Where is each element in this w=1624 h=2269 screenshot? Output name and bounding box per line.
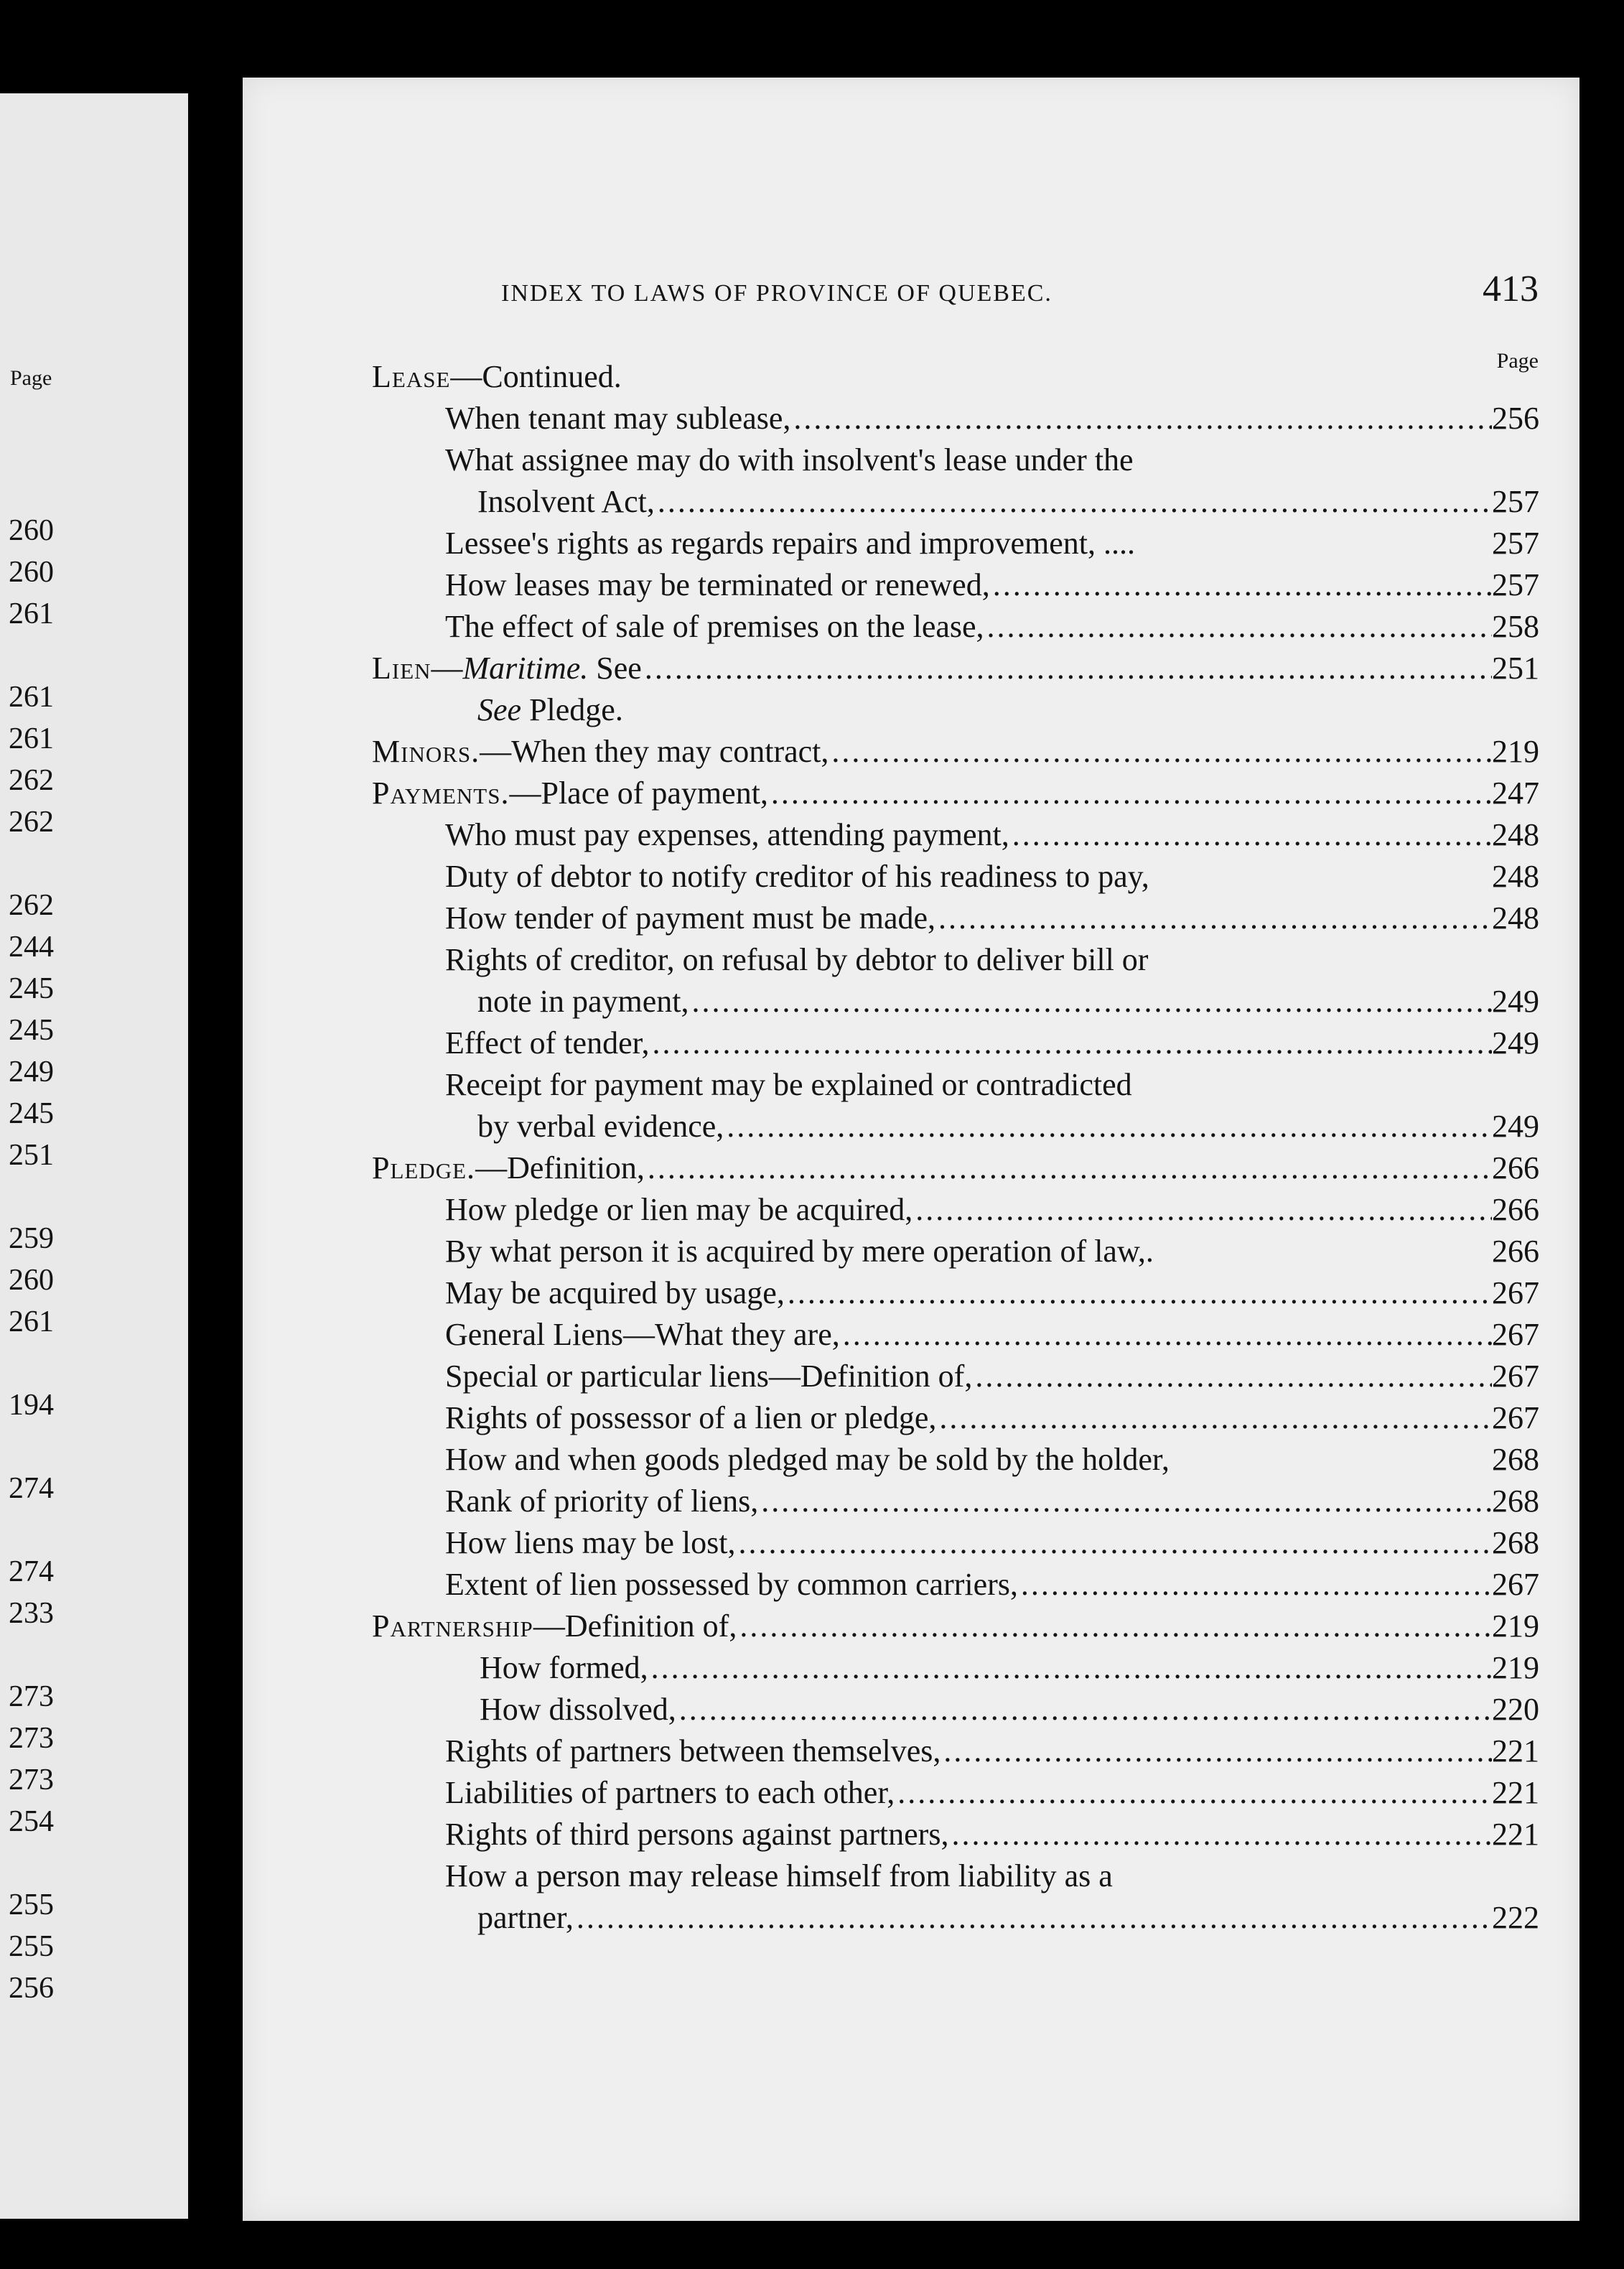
- entry-text: Liabilities of partners to each other,: [445, 1775, 895, 1810]
- index-entry: [372, 1689, 1539, 1730]
- dot-leader: [935, 898, 1492, 939]
- entry-page: 258: [1492, 609, 1539, 644]
- page-column-label: Page: [1496, 349, 1539, 373]
- entry-text: How tender of payment must be made,: [445, 900, 936, 936]
- facing-page-number: 274: [9, 1555, 54, 1588]
- entry-text: Duty of debtor to notify creditor of his readiness to pay,: [445, 859, 1149, 894]
- dot-leader: [895, 1772, 1492, 1814]
- index-heading-partnership: [372, 1606, 1539, 1647]
- index-entry: [372, 1314, 1539, 1356]
- index-entry: [372, 1272, 1539, 1314]
- index-entry: [372, 439, 1539, 481]
- running-head: [501, 268, 1539, 310]
- facing-page-number: 255: [9, 1930, 54, 1963]
- index-entry: [372, 564, 1539, 606]
- dot-leader: [948, 1814, 1492, 1855]
- entry-text: Rights of partners between themselves,: [445, 1733, 941, 1769]
- entry-text: By what person it is acquired by mere operation of law,.: [445, 1234, 1154, 1269]
- entry-text: partner,: [477, 1900, 574, 1935]
- index-entry: [372, 814, 1539, 856]
- entry-text: How and when goods pledged may be sold by the holder,: [445, 1442, 1170, 1477]
- entry-text: —Definition of,: [533, 1608, 737, 1644]
- entry-head: Pledge.: [372, 1150, 476, 1185]
- dot-leader: [936, 1397, 1492, 1439]
- dot-leader: [990, 564, 1492, 606]
- index-entry-continuation: [372, 481, 1539, 523]
- index-entry-continuation: [372, 1897, 1539, 1939]
- facing-page-number: 255: [9, 1888, 54, 1921]
- entry-page: 251: [1492, 651, 1539, 686]
- entry-text: —When they may contract,: [480, 734, 829, 769]
- facing-page-number: 261: [9, 681, 54, 714]
- dot-leader: [840, 1314, 1492, 1356]
- entry-page: 268: [1492, 1442, 1539, 1477]
- index-entry: [372, 1855, 1539, 1897]
- index-entry: [372, 1481, 1539, 1522]
- dot-leader: [642, 648, 1492, 689]
- entry-head: Payments.: [372, 775, 510, 811]
- dot-leader: [913, 1189, 1492, 1231]
- index-heading-lease: [372, 356, 1539, 398]
- index-entry: [372, 523, 1539, 564]
- see-label: See: [477, 692, 522, 727]
- facing-page-column-label: Page: [10, 366, 52, 390]
- dot-leader: [984, 606, 1492, 648]
- index-cross-reference: [372, 689, 1539, 731]
- index-entry: [372, 1647, 1539, 1689]
- entry-page: 219: [1492, 1608, 1539, 1644]
- entry-text: How formed,: [480, 1650, 648, 1685]
- dot-leader: [676, 1689, 1492, 1730]
- entry-text: Who must pay expenses, attending payment,: [445, 817, 1009, 852]
- facing-page: [0, 93, 188, 2219]
- index-entry: [372, 1439, 1539, 1481]
- index-heading-minors: [372, 731, 1539, 773]
- running-head-title: INDEX TO LAWS OF PROVINCE OF QUEBEC.: [501, 280, 1053, 307]
- entry-text: Rights of possessor of a lien or pledge,: [445, 1400, 937, 1435]
- entry-page: 266: [1492, 1234, 1539, 1269]
- entry-italic: Maritime.: [462, 651, 589, 686]
- entry-text: Rights of third persons against partners,: [445, 1817, 949, 1852]
- facing-page-number: 259: [9, 1222, 54, 1255]
- entry-text: —Definition,: [475, 1150, 645, 1185]
- entry-page: 222: [1492, 1900, 1539, 1935]
- entry-page: 266: [1492, 1192, 1539, 1227]
- entry-text: Receipt for payment may be explained or contradicted: [445, 1067, 1132, 1102]
- entry-text: Pledge.: [521, 692, 623, 727]
- entry-text: How dissolved,: [480, 1692, 676, 1727]
- index-entry: [372, 1772, 1539, 1814]
- index-entry: [372, 939, 1539, 981]
- dot-leader: [941, 1730, 1492, 1772]
- dot-leader: [645, 1147, 1492, 1189]
- index-page: [243, 78, 1579, 2221]
- facing-page-number: 249: [9, 1056, 54, 1089]
- dot-leader: [829, 731, 1492, 773]
- entry-text: How liens may be lost,: [445, 1525, 736, 1560]
- entry-page: 220: [1492, 1692, 1539, 1727]
- index-entry: [372, 1564, 1539, 1606]
- dot-leader: [737, 1606, 1492, 1647]
- entry-page: 221: [1492, 1733, 1539, 1769]
- index-entry-continuation: [372, 1106, 1539, 1147]
- dot-leader: [655, 481, 1492, 523]
- facing-page-number: 245: [9, 1097, 54, 1130]
- index-entry: [372, 1022, 1539, 1064]
- facing-page-number: 251: [9, 1139, 54, 1172]
- dot-leader: [1009, 814, 1492, 856]
- entry-head: Lien: [372, 651, 431, 686]
- entry-page: 248: [1492, 817, 1539, 852]
- dot-leader: [650, 1022, 1493, 1064]
- facing-page-number: 273: [9, 1680, 54, 1713]
- facing-page-number: 274: [9, 1472, 54, 1505]
- index-entry: [372, 898, 1539, 939]
- index-entry: [372, 1189, 1539, 1231]
- index-entry: [372, 856, 1539, 898]
- facing-page-number: 245: [9, 1014, 54, 1047]
- entry-page: 249: [1492, 1109, 1539, 1144]
- entry-text: —Place of payment,: [509, 775, 768, 811]
- entry-text: Special or particular liens—Definition of,: [445, 1359, 973, 1394]
- entry-text: The effect of sale of premises on the lease,: [445, 609, 984, 644]
- entry-text: Effect of tender,: [445, 1025, 650, 1061]
- index-heading-lien: Lien—Maritime. See ..... 251: [372, 648, 1539, 689]
- entry-text: When tenant may sublease,: [445, 401, 791, 436]
- index-entry: [372, 1231, 1539, 1272]
- entry-head: Partnership: [372, 1608, 533, 1644]
- facing-page-number: 254: [9, 1805, 54, 1838]
- dot-leader: [790, 398, 1492, 439]
- index-entry: [372, 1730, 1539, 1772]
- entry-text: Extent of lien possessed by common carriers,: [445, 1567, 1018, 1602]
- entry-page: 247: [1492, 775, 1539, 811]
- facing-page-number: 260: [9, 1264, 54, 1297]
- entry-text: See: [588, 651, 642, 686]
- facing-page-number: 261: [9, 722, 54, 755]
- page-number: 413: [1483, 269, 1539, 309]
- facing-page-number: 261: [9, 597, 54, 630]
- entry-page: 248: [1492, 859, 1539, 894]
- entry-page: 257: [1492, 484, 1539, 519]
- entry-page: 268: [1492, 1525, 1539, 1560]
- dot-leader: [785, 1272, 1492, 1314]
- entry-page: 221: [1492, 1775, 1539, 1810]
- entry-page: 221: [1492, 1817, 1539, 1852]
- index-entry: [372, 1814, 1539, 1855]
- entry-page: 268: [1492, 1483, 1539, 1519]
- entry-page: 257: [1492, 526, 1539, 561]
- facing-page-number: 256: [9, 1972, 54, 2005]
- entry-text: How leases may be terminated or renewed,: [445, 567, 990, 602]
- index-entry: [372, 606, 1539, 648]
- entry-text: Insolvent Act,: [477, 484, 655, 519]
- entry-text: May be acquired by usage,: [445, 1275, 785, 1310]
- index-entry: [372, 1356, 1539, 1397]
- entry-page: 267: [1492, 1359, 1539, 1394]
- entry-text: General Liens—What they are,: [445, 1317, 840, 1352]
- entry-text: Rank of priority of liens,: [445, 1483, 759, 1519]
- index-entry: [372, 1397, 1539, 1439]
- facing-page-number: 260: [9, 514, 54, 547]
- entry-page: 267: [1492, 1567, 1539, 1602]
- entry-text: Lessee's rights as regards repairs and improvement, ....: [445, 526, 1135, 561]
- entry-page: 257: [1492, 567, 1539, 602]
- index-heading-pledge: [372, 1147, 1539, 1189]
- facing-page-number: 245: [9, 972, 54, 1005]
- dot-leader: [758, 1481, 1492, 1522]
- entry-text: How a person may release himself from liability as a: [445, 1858, 1113, 1893]
- entry-text: note in payment,: [477, 984, 689, 1019]
- dot-leader: [689, 981, 1493, 1022]
- index-heading-payments: [372, 773, 1539, 814]
- dot-leader: [768, 773, 1492, 814]
- index-entry-continuation: [372, 981, 1539, 1022]
- facing-page-number: 262: [9, 889, 54, 922]
- entry-page: 249: [1492, 984, 1539, 1019]
- facing-page-number: 261: [9, 1305, 54, 1338]
- entry-text: How pledge or lien may be acquired,: [445, 1192, 913, 1227]
- dot-leader: [736, 1522, 1492, 1564]
- dot-leader: [574, 1897, 1492, 1939]
- entry-page: 219: [1492, 1650, 1539, 1685]
- facing-page-number: 244: [9, 931, 54, 964]
- index-entry: [372, 1522, 1539, 1564]
- facing-page-number: 233: [9, 1597, 54, 1630]
- facing-page-number: 273: [9, 1764, 54, 1797]
- entry-page: 267: [1492, 1275, 1539, 1310]
- entry-page: 267: [1492, 1317, 1539, 1352]
- index-entry: [372, 1064, 1539, 1106]
- facing-page-number: 262: [9, 806, 54, 839]
- dot-leader: [648, 1647, 1492, 1689]
- dot-leader: [972, 1356, 1492, 1397]
- entry-head: Minors.: [372, 734, 480, 769]
- facing-page-number: 194: [9, 1389, 54, 1422]
- dot-leader: [1018, 1564, 1492, 1606]
- entry-text: Rights of creditor, on refusal by debtor to deliver bill or: [445, 942, 1149, 977]
- dot-leader: [724, 1106, 1492, 1147]
- index-entry: [372, 398, 1539, 439]
- entry-page: 267: [1492, 1400, 1539, 1435]
- entry-text: What assignee may do with insolvent's lease under the: [445, 442, 1134, 477]
- facing-page-number: 262: [9, 764, 54, 797]
- entry-text: —Continued.: [450, 359, 622, 394]
- entry-page: 219: [1492, 734, 1539, 769]
- entry-page: 249: [1492, 1025, 1539, 1061]
- facing-page-number: 273: [9, 1722, 54, 1755]
- entry-text: by verbal evidence,: [477, 1109, 724, 1144]
- entry-page: 266: [1492, 1150, 1539, 1185]
- facing-page-number: 260: [9, 556, 54, 589]
- entry-head: Lease: [372, 359, 451, 394]
- entry-page: 256: [1492, 401, 1539, 436]
- entry-page: 248: [1492, 900, 1539, 936]
